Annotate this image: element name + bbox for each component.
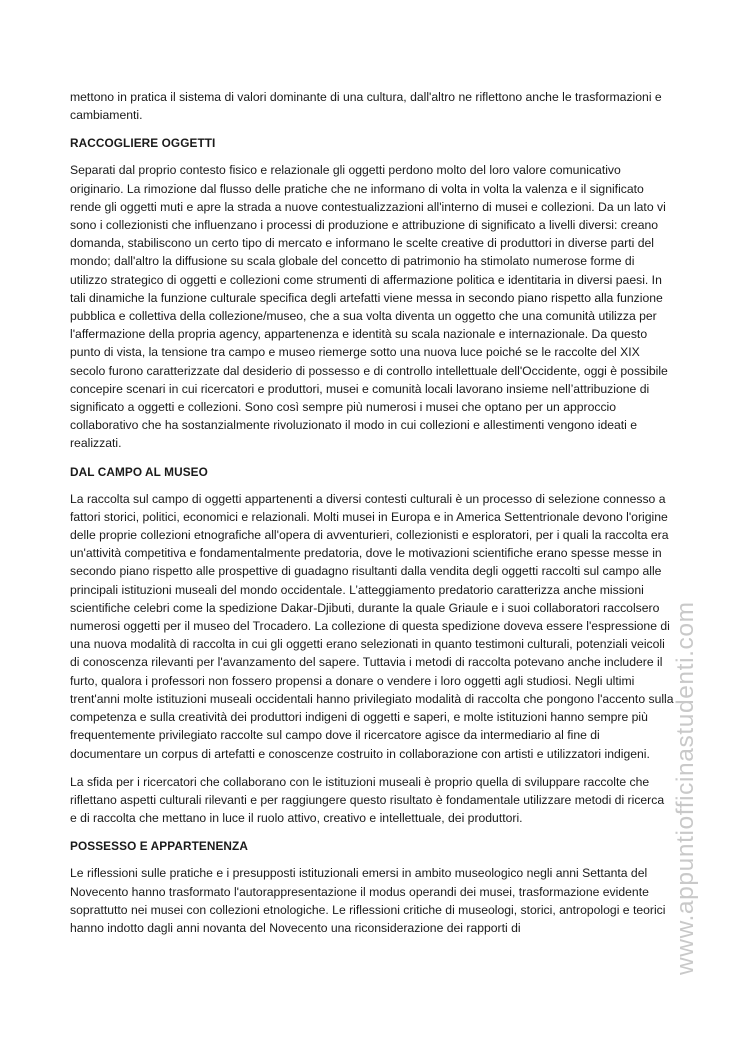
section-heading-possesso-e-appartenenza: POSSESSO E APPARTENENZA bbox=[70, 839, 248, 854]
body-paragraph: Le riflessioni sulle pratiche e i presupposti istituzionali emersi in ambito museologico negli anni Settanta del Novecento hanno trasformato l'autorappresentazione il modus operandi dei musei, trasformazione evidente soprattutto nei musei con collezioni etnologiche. Le riflessioni critiche di museologi, storici, antropologi e teorici hanno indotto dagli anni novanta del Novecento una riconsiderazione dei rapporti di bbox=[70, 866, 666, 935]
body-paragraph: Separati dal proprio contesto fisico e relazionale gli oggetti perdono molto del loro valore comunicativo originario. La rimozione dal flusso delle pratiche che ne informano di volta in volta la valenza e il significato rende gli oggetti muti e apre la strada a nuove contestualizzazioni all'interno di musei e collezioni. Da un lato vi sono i collezionisti che influenzano i processi di produzione e attribuzione di significato a livelli diversi: creano domanda, stabiliscono un certo tipo di mercato e informano le scelte creative di produttori in diverse parti del mondo; dall'altro la diffusione su scala globale del concetto di patrimonio ha stimolato numerose forme di utilizzo strategico di oggetti e collezioni come strumenti di affermazione politica e identitaria in diversi paesi. In tali dinamiche la funzione culturale specifica degli artefatti viene messa in secondo piano rispetto alla funzione pubblica e collettiva della collezione/museo, che a sua volta diventa un oggetto che una comunità utilizza per l'affermazione della propria agency, appartenenza e identità su scala nazionale e internazionale. Da questo punto di vista, la tensione tra campo e museo riemerge sotto una nuova luce poiché se le raccolte del XIX secolo furono caratterizzate dal desiderio di possesso e di controllo intellettuale dell'Occidente, oggi è possibile concepire scenari in cui ricercatori e produttori, musei e comunità locali lavorano insieme nell’attribuzione di significato a oggetti e collezioni. Sono così sempre più numerosi i musei che optano per un approccio collaborativo che ha sostanzialmente rivoluzionato il modo in cui collezioni e allestimenti vengono ideati e realizzati. bbox=[70, 163, 668, 451]
section-heading-raccogliere-oggetti: RACCOGLIERE OGGETTI bbox=[70, 136, 216, 151]
intro-paragraph: mettono in pratica il sistema di valori dominante di una cultura, dall'altro ne riflettono anche le trasformazioni e cambiamenti. bbox=[70, 90, 662, 123]
section-heading-dal-campo-al-museo: DAL CAMPO AL MUSEO bbox=[70, 464, 208, 479]
body-paragraph: La sfida per i ricercatori che collaborano con le istituzioni museali è proprio quella di sviluppare raccolte che riflettano aspetti culturali rilevanti e per raggiungere questo risultato è fondamentale utilizzare metodi di ricerca e di raccolta che mettano in luce il ruolo attivo, creativo e intellettuale, dei produttori. bbox=[70, 774, 665, 826]
body-paragraph: La raccolta sul campo di oggetti appartenenti a diversi contesti culturali è un processo di selezione connesso a fattori storici, politici, economici e relazionali. Molti musei in Europa e in America Settentrionale devono l'origine delle proprie collezioni etnografiche all'opera di avventurieri, collezionisti e esploratori, per i quali la raccolta era un'attività competitiva e fondamentalmente predatoria, dove le motivazioni scientifiche erano spesse messe in secondo piano rispetto alle prospettive di guadagno risultanti dalla vendita degli oggetti raccolti sul campo alle principali istituzioni museali del mondo occidentale. L’atteggiamento predatorio caratterizza anche missioni scientifiche celebri come la spedizione Dakar-Djibuti, durante la quale Griaule e i suoi collaboratori raccolsero numerosi oggetti per il museo del Trocadero. La collezione di questa spedizione doveva essere l'espressione di una nuova modalità di raccolta in cui gli oggetti erano selezionati in quanto testimoni culturali, potenziali veicoli di conoscenza rilevanti per l'avanzamento del sapere. Tuttavia i metodi di raccolta potevano anche includere il furto, qualora i professori non fossero propensi a donare o vendere i loro oggetti agli studiosi. Negli ultimi trent'anni molte istituzioni museali occidentali hanno privilegiato modalità di raccolta che pongono l'accento sulla competenza e sulla creatività dei produttori indigeni di oggetti e saperi, e molte istituzioni hanno sempre più frequentemente privilegiato raccolte sul campo dove il ricercatore agisce da intermediario al fine di documentare un corpus di artefatti e conoscenze costruito in collaborazione con artisti e utilizzatori indigeni. bbox=[70, 491, 674, 761]
watermark-url: www.appuntiofficinastudenti.com bbox=[672, 601, 699, 975]
document-page bbox=[70, 88, 674, 947]
